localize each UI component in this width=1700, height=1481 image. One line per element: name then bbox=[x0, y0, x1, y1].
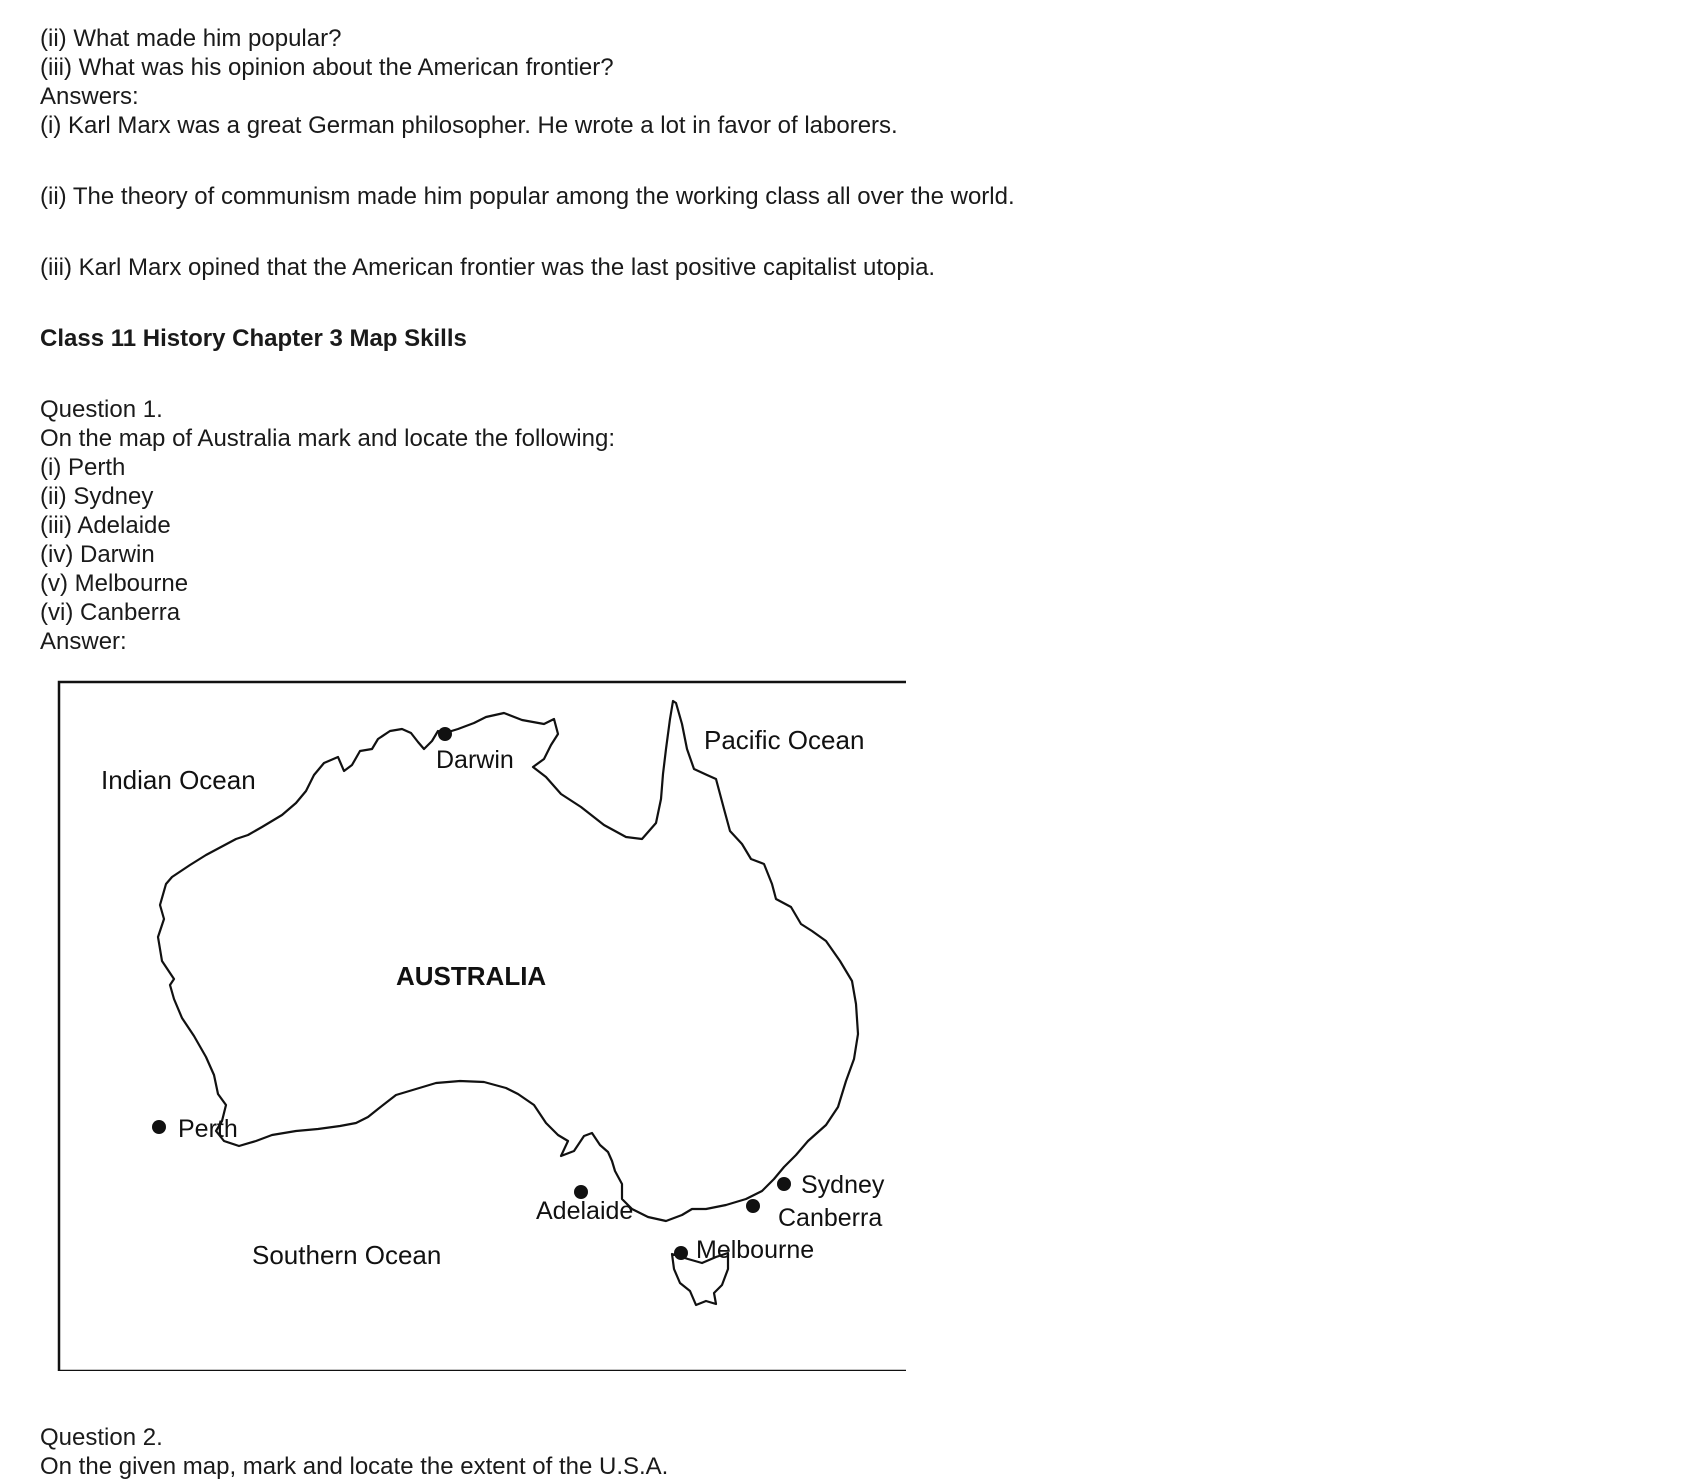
question-title: Question 1. bbox=[40, 396, 163, 423]
australia-map bbox=[56, 679, 906, 1371]
city-marker-melbourne bbox=[674, 1246, 688, 1260]
answers-label: Answers: bbox=[40, 83, 139, 110]
ocean-label-pacific: Pacific Ocean bbox=[704, 725, 865, 755]
ocean-label-southern: Southern Ocean bbox=[252, 1240, 442, 1270]
document-page bbox=[40, 0, 1660, 656]
list-item: (i) Perth bbox=[40, 454, 126, 481]
city-marker-canberra bbox=[746, 1199, 760, 1213]
answer-label: Answer: bbox=[40, 628, 127, 655]
city-label-melbourne: Melbourne bbox=[696, 1236, 815, 1264]
city-label-darwin: Darwin bbox=[436, 746, 514, 774]
answer-text: (ii) The theory of communism made him popular among the working class all over the world. bbox=[40, 183, 1015, 210]
question-title: Question 2. bbox=[40, 1424, 163, 1451]
answer-text: (i) Karl Marx was a great German philosopher. He wrote a lot in favor of laborers. bbox=[40, 112, 898, 139]
question-prompt: On the given map, mark and locate the extent of the U.S.A. bbox=[40, 1453, 669, 1480]
city-marker-perth bbox=[152, 1120, 166, 1134]
section-heading: Class 11 History Chapter 3 Map Skills bbox=[40, 325, 467, 352]
question-prompt: On the map of Australia mark and locate the following: bbox=[40, 425, 615, 452]
city-label-canberra: Canberra bbox=[778, 1204, 883, 1232]
ocean-label-indian: Indian Ocean bbox=[101, 765, 256, 795]
city-label-sydney: Sydney bbox=[801, 1171, 885, 1199]
list-item: (vi) Canberra bbox=[40, 599, 181, 626]
city-label-adelaide: Adelaide bbox=[536, 1197, 634, 1225]
question-text: (ii) What made him popular? bbox=[40, 25, 342, 52]
list-item: (iii) Adelaide bbox=[40, 512, 171, 539]
list-item: (v) Melbourne bbox=[40, 570, 189, 597]
country-label: AUSTRALIA bbox=[396, 961, 547, 991]
list-item: (ii) Sydney bbox=[40, 483, 154, 510]
city-marker-sydney bbox=[777, 1177, 791, 1191]
city-marker-darwin bbox=[438, 727, 452, 741]
question-2-block bbox=[40, 1423, 668, 1481]
list-item: (iv) Darwin bbox=[40, 541, 155, 568]
city-label-perth: Perth bbox=[178, 1115, 238, 1143]
question-text: (iii) What was his opinion about the American frontier? bbox=[40, 54, 614, 81]
answer-text: (iii) Karl Marx opined that the American frontier was the last positive capitalist utopia. bbox=[40, 254, 936, 281]
